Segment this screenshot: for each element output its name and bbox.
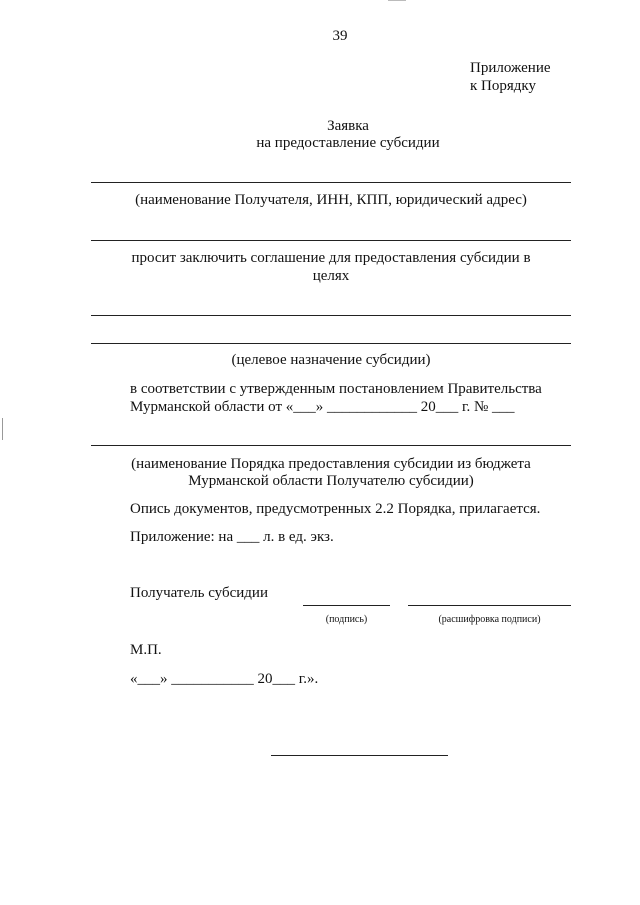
- resolution-line-2: Мурманской области от «___» ____________ 20___ г. № ___: [130, 399, 515, 415]
- page-number: 39: [332, 28, 348, 44]
- recipient-fill-line-2: [91, 240, 571, 241]
- appendix-line-2: к Порядку: [470, 78, 536, 94]
- date-line: «___» ___________ 20___ г.».: [130, 671, 319, 687]
- order-caption-line-1: (наименование Порядка предоставления субсидии из бюджета: [131, 456, 531, 472]
- stamp-label: М.П.: [130, 642, 162, 658]
- request-line-2: целях: [312, 268, 350, 284]
- purpose-fill-line-2: [91, 343, 571, 344]
- appendix-line-1: Приложение: [470, 60, 551, 76]
- recipient-signature-label: Получатель субсидии: [130, 585, 268, 601]
- order-caption-line-2: Мурманской области Получателю субсидии): [188, 473, 474, 489]
- purpose-caption: (целевое назначение субсидии): [231, 352, 431, 368]
- signature-decode-caption: (расшифровка подписи): [438, 614, 541, 625]
- scan-artifact-top: [388, 0, 406, 1]
- signature-caption: (подпись): [325, 614, 368, 625]
- attachment-text: Приложение: на ___ л. в ед. экз.: [130, 529, 334, 545]
- purpose-fill-line-1: [91, 315, 571, 316]
- bottom-separator-line: [271, 755, 448, 756]
- request-line-1: просит заключить соглашение для предоставления субсидии в: [131, 250, 531, 266]
- recipient-fill-line: [91, 182, 571, 183]
- order-fill-line: [91, 445, 571, 446]
- inventory-text: Опись документов, предусмотренных 2.2 Порядка, прилагается.: [130, 501, 541, 517]
- document-title: Заявка: [327, 118, 369, 134]
- scan-artifact-left: [2, 418, 3, 440]
- document-subtitle: на предоставление субсидии: [256, 135, 440, 151]
- resolution-line-1: в соответствии с утвержденным постановлением Правительства: [130, 381, 542, 397]
- recipient-caption: (наименование Получателя, ИНН, КПП, юридический адрес): [135, 192, 527, 208]
- signature-decode-line: [408, 605, 571, 606]
- signature-line: [303, 605, 390, 606]
